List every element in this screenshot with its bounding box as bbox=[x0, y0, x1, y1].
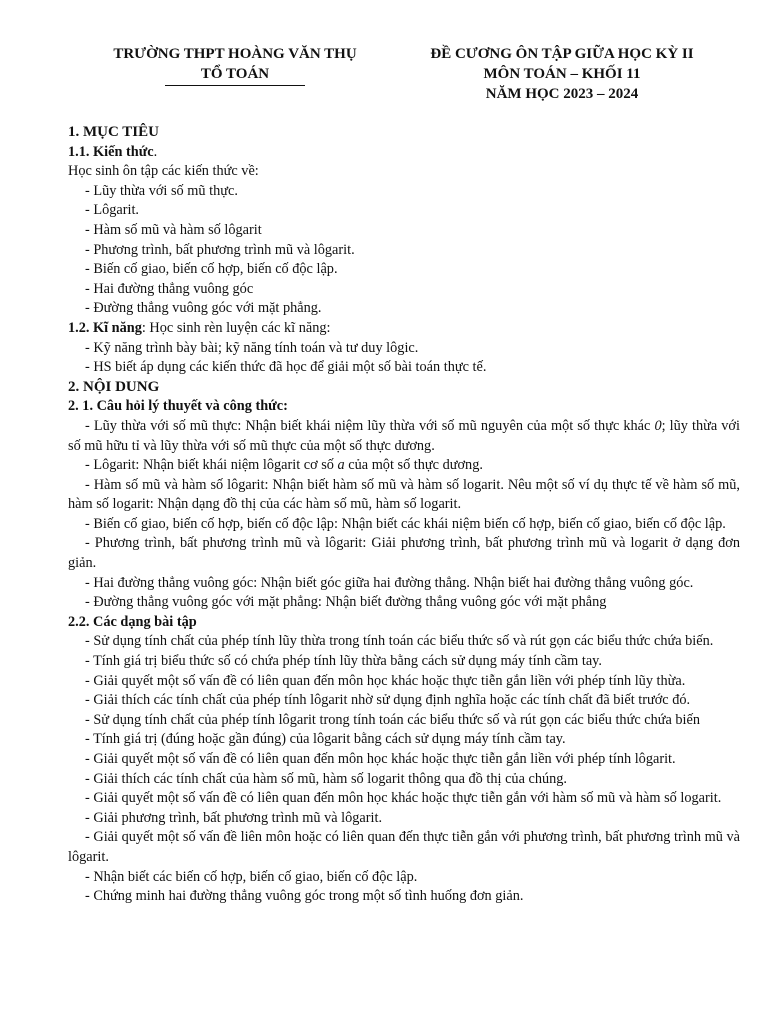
theory-item bbox=[68, 593, 740, 613]
theory-desc: : Nhận biết khái niệm lũy thừa với số mũ nguyên của một số thực khác bbox=[237, 417, 655, 434]
theory-term: - Hai đường thẳng vuông góc bbox=[85, 574, 254, 591]
theory-desc: : Nhận biết đường thẳng vuông góc với mặt phẳng bbox=[317, 594, 607, 611]
document-body bbox=[68, 123, 740, 907]
skills-item: - HS biết áp dụng các kiến thức đã học để giải một số bài toán thực tế. bbox=[85, 359, 487, 376]
theory-item bbox=[68, 476, 740, 515]
knowledge-dot: . bbox=[153, 143, 158, 160]
exercise-item: - Sử dụng tính chất của phép tính lôgarit trong tính toán các biểu thức số và rút gọn các biểu thức chứa biến bbox=[85, 711, 701, 728]
header-right bbox=[392, 44, 732, 104]
department-name: TỔ TOÁN bbox=[165, 64, 305, 86]
exercise-item: - Tính giá trị biểu thức số có chứa phép tính lũy thừa bằng cách sử dụng máy tính cầm tay. bbox=[85, 653, 602, 670]
math-variable-a: a bbox=[337, 457, 345, 474]
theory-desc: : Nhận biết khái niệm lôgarit cơ số bbox=[135, 457, 338, 474]
exercise-item: - Chứng minh hai đường thẳng vuông góc trong một số tình huống đơn giản. bbox=[85, 888, 524, 905]
exercise-item: - Giải thích các tính chất của hàm số mũ, hàm số logarit thông qua đồ thị của chúng. bbox=[85, 770, 567, 787]
school-year: NĂM HỌC 2023 – 2024 bbox=[485, 86, 639, 102]
exercise-item: - Giải quyết một số vấn đề có liên quan đến môn học khác hoặc thực tiễn gắn liền với phép tính lôgarit. bbox=[85, 751, 676, 767]
subject-grade: MÔN TOÁN – KHỐI 11 bbox=[483, 66, 641, 82]
theory-desc: ; lũy thừa với số mũ hữu tỉ và lũy thừa với số mũ thực của một số thực dương. bbox=[68, 417, 740, 454]
theory-term: - Lôgarit bbox=[85, 457, 136, 474]
knowledge-item: - Lôgarit. bbox=[85, 202, 139, 219]
theory-item bbox=[68, 417, 740, 456]
theory-desc: : Nhận biết góc giữa hai đường thẳng. Nhận biết hai đường thẳng vuông góc. bbox=[253, 574, 694, 591]
skills-item: - Kỹ năng trình bày bài; kỹ năng tính toán và tư duy lôgic. bbox=[85, 339, 419, 356]
section-1-title: 1. MỤC TIÊU bbox=[68, 124, 159, 140]
math-zero: 0 bbox=[654, 417, 662, 434]
knowledge-item: - Đường thẳng vuông góc với mặt phẳng. bbox=[85, 300, 322, 317]
exercise-item: - Giải phương trình, bất phương trình mũ và lôgarit. bbox=[85, 809, 383, 826]
skills-heading bbox=[68, 319, 740, 339]
knowledge-item: - Biến cố giao, biến cố hợp, biến cố độc lập. bbox=[85, 261, 338, 278]
knowledge-item: - Hai đường thẳng vuông góc bbox=[85, 280, 254, 297]
document-title: ĐỀ CƯƠNG ÔN TẬP GIỮA HỌC KỲ II bbox=[430, 46, 694, 62]
theory-term: - Hàm số mũ và hàm số lôgarit bbox=[85, 476, 265, 493]
exercise-item: - Giải quyết một số vấn đề liên môn hoặc có liên quan đến thực tiễn gắn với phương trình, bất phương trình mũ và lôgarit. bbox=[68, 829, 740, 865]
school-name: TRƯỜNG THPT HOÀNG VĂN THỤ bbox=[113, 46, 357, 62]
exercise-item: - Nhận biết các biến cố hợp, biến cố giao, biến cố độc lập. bbox=[85, 868, 418, 885]
exercise-item: - Giải quyết một số vấn đề có liên quan đến môn học khác hoặc thực tiễn gắn liền với phép tính lũy thừa. bbox=[85, 672, 686, 689]
knowledge-title: 1.1. Kiến thức bbox=[68, 143, 154, 160]
skills-intro: : Học sinh rèn luyện các kĩ năng: bbox=[141, 319, 331, 336]
theory-desc: : Nhận biết các khái niệm biến cố hợp, biến cố giao, biến cố độc lập. bbox=[333, 515, 726, 532]
knowledge-item: - Phương trình, bất phương trình mũ và lôgarit. bbox=[85, 241, 355, 258]
theory-desc: của một số thực dương. bbox=[344, 457, 483, 474]
exercise-item: - Giải quyết một số vấn đề có liên quan đến môn học khác hoặc thực tiễn gắn với hàm số mũ và hàm số logarit. bbox=[85, 790, 722, 807]
exercise-item: - Giải thích các tính chất của phép tính lôgarit nhờ sử dụng định nghĩa hoặc các tính chất đã biết trước đó. bbox=[85, 692, 691, 709]
theory-item bbox=[68, 456, 740, 476]
exercises-heading bbox=[68, 613, 740, 633]
section-2-title: 2. NỘI DUNG bbox=[68, 378, 160, 395]
theory-term: - Phương trình, bất phương trình mũ và lôgarit bbox=[85, 535, 363, 552]
knowledge-heading bbox=[68, 143, 740, 163]
header-left bbox=[70, 44, 400, 86]
knowledge-item: - Lũy thừa với số mũ thực. bbox=[85, 182, 238, 199]
theory-term: - Biến cố giao, biến cố hợp, biến cố độc lập bbox=[85, 515, 334, 532]
theory-term: - Lũy thừa với số mũ thực bbox=[85, 417, 238, 434]
theory-item bbox=[68, 574, 740, 594]
theory-heading bbox=[68, 397, 740, 417]
knowledge-intro: Học sinh ôn tập các kiến thức về: bbox=[68, 163, 259, 180]
theory-title: 2. 1. Câu hỏi lý thuyết và công thức: bbox=[68, 398, 288, 415]
theory-desc: : Nhận biết hàm số mũ và hàm số logarit. Nêu một số ví dụ thực tế về hàm số mũ, hàm số logarit: Nhận dạng đồ thị của các hàm số mũ, hàm số logarit. bbox=[68, 476, 740, 513]
exercise-item: - Tính giá trị (đúng hoặc gần đúng) của lôgarit bằng cách sử dụng máy tính cầm tay. bbox=[85, 731, 566, 748]
exercises-title: 2.2. Các dạng bài tập bbox=[68, 613, 197, 630]
skills-title: 1.2. Kĩ năng bbox=[68, 319, 142, 336]
exercise-item: - Sử dụng tính chất của phép tính lũy thừa trong tính toán các biểu thức số và rút gọn các biểu thức chứa biến. bbox=[85, 633, 714, 650]
theory-term: - Đường thẳng vuông góc với mặt phẳng bbox=[85, 594, 318, 611]
knowledge-item: - Hàm số mũ và hàm số lôgarit bbox=[85, 221, 262, 238]
theory-item bbox=[68, 515, 740, 535]
theory-desc: : Giải phương trình, bất phương trình mũ và logarit ở dạng đơn giản. bbox=[68, 535, 740, 572]
theory-item bbox=[68, 534, 740, 573]
